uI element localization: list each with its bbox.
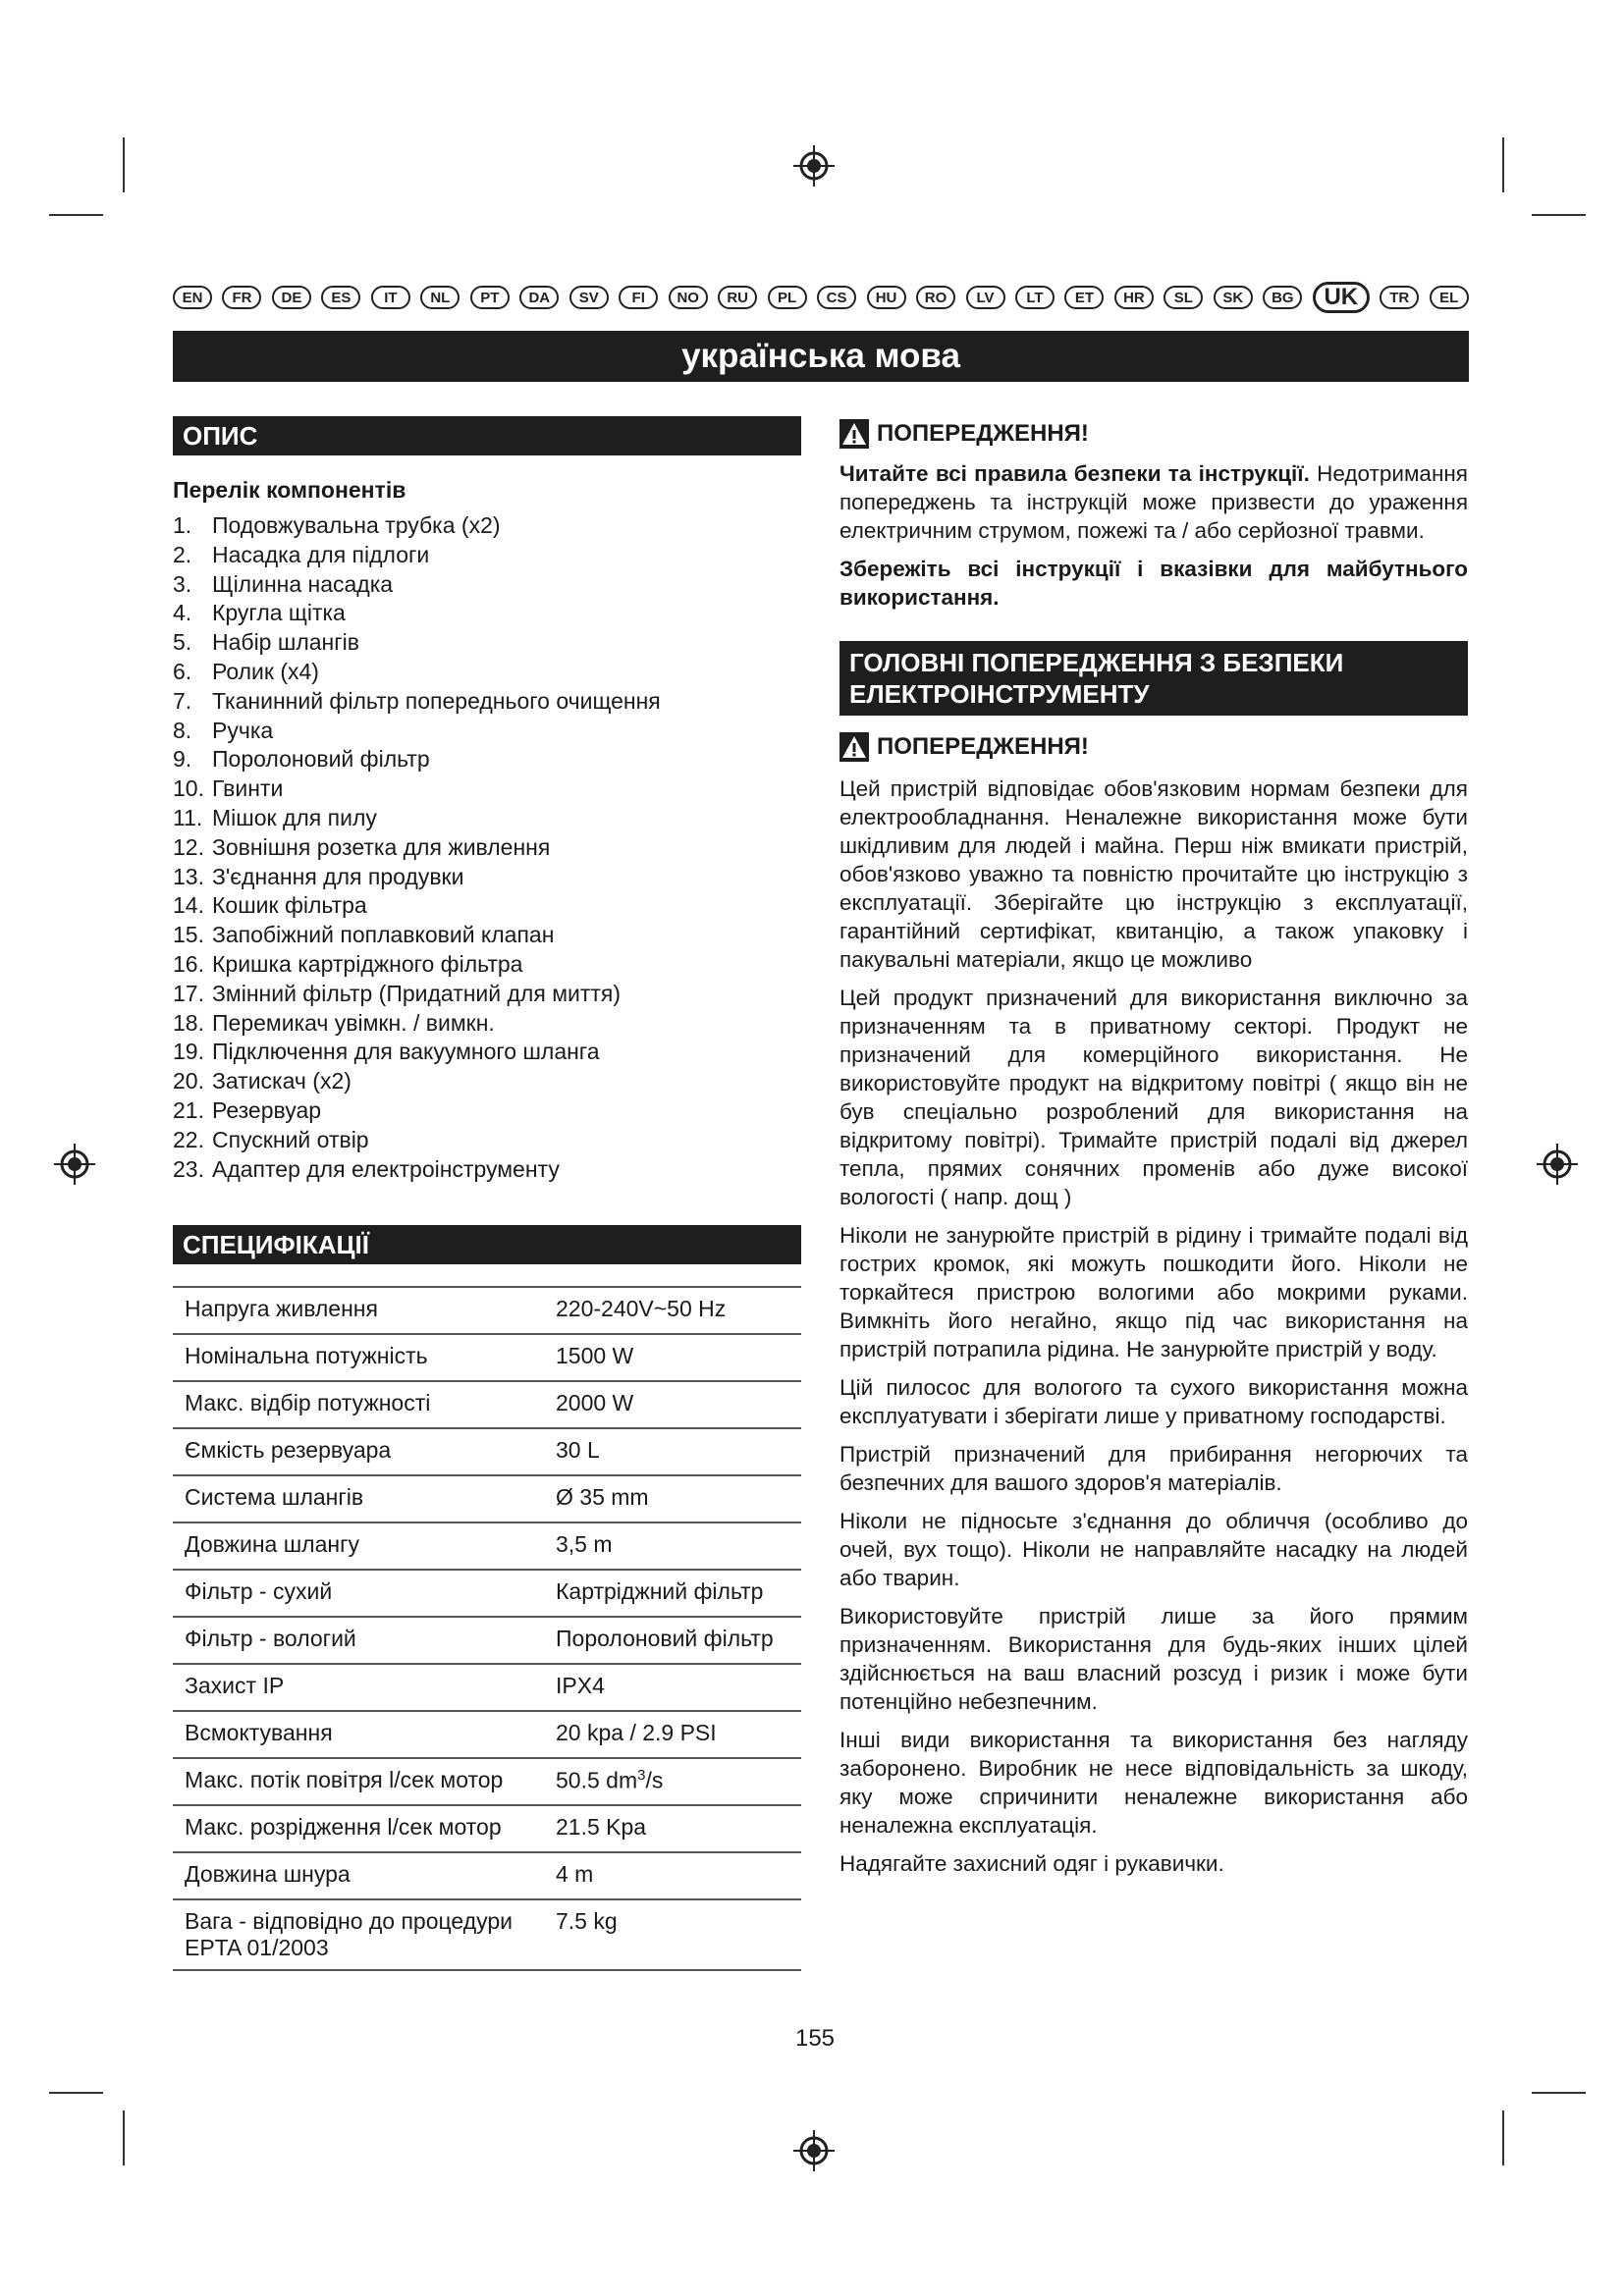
safety-paragraph: Надягайте захисний одяг і рукавички. <box>839 1851 1224 1876</box>
list-item-text: Гвинти <box>212 775 284 802</box>
spec-key: Фільтр - сухий <box>173 1570 544 1617</box>
table-row <box>173 1381 801 1428</box>
list-item-text: Ролик (x4) <box>212 658 319 684</box>
spec-value <box>544 1617 801 1664</box>
safety-paragraph: Цей пристрій відповідає обов'язковим нормам безпеки для електрообладнання. Неналежне використання може бути шкідливим для людей і майна. Перш ніж вмикати пристрій, обов'язково уважно та повністю прочитайте цю інструкцію з експлуатації. Зберігайте цю інструкцію з експлуатації, гарантійний сертифікат, квитанцію, а також упаковку і пакувальні матеріали, якщо це можливо <box>839 776 1468 972</box>
language-ro: RO <box>916 286 955 309</box>
list-item-text: Кругла щітка <box>212 600 346 626</box>
spec-value-text: 7.5 kg <box>556 1908 618 1935</box>
language-fr: FR <box>222 286 261 309</box>
language-et: ET <box>1064 286 1104 309</box>
spec-value <box>544 1287 801 1334</box>
list-item <box>173 628 801 658</box>
crop-mark <box>123 137 125 192</box>
list-item <box>173 541 801 570</box>
spec-value <box>544 1570 801 1617</box>
list-item-number: 20. <box>173 1068 204 1095</box>
spec-value <box>544 1664 801 1711</box>
list-item <box>173 774 801 804</box>
spec-key: Напруга живлення <box>173 1287 544 1334</box>
crop-mark <box>1502 137 1504 192</box>
list-item-number: 7. <box>173 687 192 714</box>
spec-value <box>544 1852 801 1899</box>
language-fi: FI <box>619 286 658 309</box>
list-item-text: Перемикач увімкн. / вимкн. <box>212 1009 495 1036</box>
language-hu: HU <box>867 286 906 309</box>
spec-value-text: IPX4 <box>556 1673 605 1699</box>
spec-key: Ємкість резервуара <box>173 1428 544 1475</box>
list-item-text: Спускний отвір <box>212 1126 369 1152</box>
list-item-text: Насадка для підлоги <box>212 541 430 567</box>
spec-value-text: Ø 35 mm <box>556 1484 649 1511</box>
spec-value-text: Поролоновий фільтр <box>556 1626 774 1652</box>
spec-value-suffix: /s <box>645 1767 664 1793</box>
language-da: DA <box>519 286 559 309</box>
spec-value <box>544 1475 801 1522</box>
list-item <box>173 950 801 980</box>
list-item <box>173 687 801 717</box>
registration-mark-icon <box>52 1142 97 1187</box>
list-item <box>173 1009 801 1039</box>
language-sv: SV <box>569 286 609 309</box>
list-item-text: Подовжувальна трубка (x2) <box>212 512 501 538</box>
list-item <box>173 570 801 600</box>
list-item-number: 3. <box>173 570 192 597</box>
table-row <box>173 1852 801 1899</box>
list-item-text: Змінний фільтр (Придатний для миття) <box>212 980 622 1006</box>
safety-paragraph: Цій пилосос для вологого та сухого використання можна експлуатувати і зберігати лише у приватному господарстві. <box>839 1375 1468 1428</box>
list-item-number: 19. <box>173 1039 204 1065</box>
safety-warning-label: ПОПЕРЕДЖЕННЯ! <box>877 733 1089 760</box>
spec-key: Довжина шлангу <box>173 1522 544 1570</box>
list-item <box>173 1038 801 1067</box>
page-number: 155 <box>794 2025 836 2052</box>
list-item <box>173 921 801 950</box>
table-row <box>173 1664 801 1711</box>
list-item-number: 13. <box>173 863 204 889</box>
spec-value-text: 3,5 m <box>556 1531 613 1558</box>
list-item-text: Мішок для пилу <box>212 804 377 830</box>
list-item-text: Поролоновий фільтр <box>212 746 430 773</box>
spec-value-text: 2000 W <box>556 1390 634 1416</box>
table-row <box>173 1899 801 1970</box>
safety-paragraph: Використовуйте пристрій лише за його прямим призначенням. Використання для будь-яких інших цілей здійснюється на ваш власний розсуд і ризик і може бути потенційно небезпечним. <box>839 1604 1468 1714</box>
safety-paragraph: Ніколи не занурюйте пристрій в рідину і тримайте подалі від гострих кромок, які можуть пошкодити його. Ніколи не торкайтеся пристрою вологими або мокрими руками. Вимкніть його негайно, якщо під час використання на пристрій потрапила рідина. Не занурюйте пристрій у воду. <box>839 1223 1468 1362</box>
language-de: DE <box>272 286 311 309</box>
spec-value-text: 1500 W <box>556 1343 634 1369</box>
right-column <box>839 416 1468 1878</box>
list-item-number: 9. <box>173 746 192 773</box>
list-item-text: Щілинна насадка <box>212 570 394 597</box>
language-pl: PL <box>768 286 807 309</box>
list-item-number: 15. <box>173 922 204 948</box>
table-row <box>173 1287 801 1334</box>
language-tr: TR <box>1380 286 1419 309</box>
spec-value <box>544 1758 801 1805</box>
spec-value <box>544 1805 801 1852</box>
language-es: ES <box>321 286 360 309</box>
table-row <box>173 1617 801 1664</box>
table-row <box>173 1758 801 1805</box>
spec-value-text: Картріджний фільтр <box>556 1578 764 1605</box>
list-item <box>173 804 801 833</box>
safety-heading <box>839 641 1468 716</box>
language-pt: PT <box>470 286 510 309</box>
language-no: NO <box>669 286 708 309</box>
list-item-number: 14. <box>173 892 204 919</box>
table-row <box>173 1475 801 1522</box>
list-item <box>173 599 801 628</box>
spec-value-text: 50.5 dm <box>556 1767 638 1793</box>
spec-value-superscript: 3 <box>637 1767 646 1785</box>
list-item-number: 6. <box>173 658 192 684</box>
language-sl: SL <box>1164 286 1203 309</box>
language-el: EL <box>1430 286 1469 309</box>
list-item-number: 5. <box>173 629 192 656</box>
language-bg: BG <box>1263 286 1302 309</box>
description-heading: ОПИС <box>173 416 801 455</box>
warning-line <box>839 416 1468 452</box>
spec-key: Захист IP <box>173 1664 544 1711</box>
language-lt: LT <box>1015 286 1055 309</box>
crop-mark <box>1502 2110 1504 2165</box>
registration-mark-icon <box>1535 1142 1580 1187</box>
spec-key: Довжина шнура <box>173 1852 544 1899</box>
spec-key: Фільтр - вологий <box>173 1617 544 1664</box>
spec-value <box>544 1381 801 1428</box>
safety-heading-line1: ГОЛОВНІ ПОПЕРЕДЖЕННЯ З БЕЗПЕКИ <box>849 648 1344 677</box>
list-item <box>173 863 801 892</box>
warning-triangle-icon <box>839 732 869 762</box>
left-column <box>173 416 801 1971</box>
list-item-number: 1. <box>173 512 192 538</box>
list-item-number: 21. <box>173 1096 204 1123</box>
specs-table <box>173 1286 801 1971</box>
spec-key: Макс. розрідження l/сек мотор <box>173 1805 544 1852</box>
list-item <box>173 717 801 746</box>
warning-text: Недотримання попереджень та інструкцій може призвести до ураження електричним струмом, пожежі та / або серйозної травми. <box>839 461 1468 543</box>
spec-key: Макс. потік повітря l/сек мотор <box>173 1758 544 1805</box>
language-hr: HR <box>1114 286 1154 309</box>
list-item-text: Кошик фільтра <box>212 892 367 919</box>
registration-mark-icon <box>791 2128 837 2173</box>
components-list <box>173 511 801 1184</box>
list-item-number: 12. <box>173 833 204 860</box>
list-item-number: 2. <box>173 541 192 567</box>
table-row <box>173 1428 801 1475</box>
language-selector <box>173 281 1469 314</box>
list-item-text: Тканинний фільтр попереднього очищення <box>212 687 661 714</box>
safety-paragraph: Інші види використання та використання без нагляду заборонено. Виробник не несе відповідальність за шкоду, яку може спричинити неналежне використання або неналежна експлуатація. <box>839 1728 1468 1838</box>
list-item <box>173 1155 801 1185</box>
specs-heading: СПЕЦИФІКАЦІЇ <box>173 1225 801 1264</box>
safety-warning-line <box>839 729 1468 765</box>
table-row <box>173 1334 801 1381</box>
crop-mark <box>123 2110 125 2165</box>
list-item-text: Ручка <box>212 717 274 743</box>
list-item-number: 11. <box>173 804 203 830</box>
list-item-text: Набір шлангів <box>212 629 359 656</box>
list-item <box>173 891 801 921</box>
spec-value-text: 220-240V~50 Hz <box>556 1296 727 1322</box>
registration-mark-icon <box>791 143 837 188</box>
list-item-text: Затискач (x2) <box>212 1068 352 1095</box>
list-item <box>173 1126 801 1155</box>
table-row <box>173 1570 801 1617</box>
list-item-text: Підключення для вакуумного шланга <box>212 1039 600 1065</box>
list-item-number: 8. <box>173 717 192 743</box>
spec-value <box>544 1711 801 1758</box>
language-it: IT <box>371 286 410 309</box>
list-item-text: Кришка картріджного фільтра <box>212 950 523 977</box>
crop-mark <box>49 214 103 216</box>
list-item-text: З'єднання для продувки <box>212 863 464 889</box>
table-row <box>173 1711 801 1758</box>
spec-value-text: 21.5 Kpa <box>556 1814 647 1841</box>
safety-heading-line2: ЕЛЕКТРОІНСТРУМЕНТУ <box>849 679 1150 709</box>
list-item <box>173 980 801 1009</box>
list-item-number: 16. <box>173 950 204 977</box>
list-item-number: 10. <box>173 775 204 802</box>
list-item-number: 17. <box>173 980 204 1006</box>
spec-value-text: 20 kpa / 2.9 PSI <box>556 1720 717 1746</box>
crop-mark <box>1532 2092 1586 2094</box>
crop-mark <box>49 2092 103 2094</box>
list-item <box>173 1096 801 1126</box>
safety-paragraphs <box>839 774 1468 1878</box>
spec-value-text: 4 m <box>556 1861 594 1888</box>
list-item <box>173 1067 801 1096</box>
list-item-text: Адаптер для електроінструменту <box>212 1155 560 1182</box>
spec-value <box>544 1899 801 1970</box>
language-cs: CS <box>817 286 856 309</box>
spec-key: Номінальна потужність <box>173 1334 544 1381</box>
safety-paragraph: Ніколи не підносьте з'єднання до обличчя (особливо до очей, вух тощо). Ніколи не направляйте насадку на людей або тварин. <box>839 1509 1468 1590</box>
warning-triangle-icon <box>839 419 869 449</box>
table-row <box>173 1805 801 1852</box>
list-item <box>173 833 801 863</box>
list-item <box>173 511 801 541</box>
safety-paragraph: Цей продукт призначений для використання виключно за призначенням та в приватному секторі. Продукт не призначений для комерційного використання. Не використовуйте продукт на відкритому повітрі ( якщо він не був спеціально розроблений для використання на відкритому повітрі). Тримайте пристрій подалі від джерел тепла, прямих сонячних променів або дуже високої вологості ( напр. дощ ) <box>839 986 1468 1209</box>
list-item-text: Зовнішня розетка для живлення <box>212 833 551 860</box>
list-item-number: 22. <box>173 1126 204 1152</box>
language-uk: UK <box>1313 282 1370 313</box>
components-title: Перелік компонентів <box>173 477 406 503</box>
crop-mark <box>1532 214 1586 216</box>
language-nl: NL <box>420 286 460 309</box>
spec-value <box>544 1428 801 1475</box>
warning-paragraph <box>839 459 1468 545</box>
spec-value-text: 30 L <box>556 1437 600 1464</box>
list-item-number: 18. <box>173 1009 204 1036</box>
keep-instructions: Збережіть всі інструкції і вказівки для майбутнього використання. <box>839 557 1468 610</box>
list-item-number: 23. <box>173 1155 204 1182</box>
spec-key: Вага - відповідно до процедури EPTA 01/2003 <box>173 1899 544 1970</box>
spec-key: Макс. відбір потужності <box>173 1381 544 1428</box>
list-item-text: Резервуар <box>212 1096 322 1123</box>
spec-value <box>544 1334 801 1381</box>
safety-paragraph: Пристрій призначений для прибирання негорючих та безпечних для вашого здоров'я матеріалів. <box>839 1442 1468 1495</box>
list-item <box>173 745 801 774</box>
list-item-text: Запобіжний поплавковий клапан <box>212 922 555 948</box>
language-ru: RU <box>718 286 757 309</box>
table-row <box>173 1522 801 1570</box>
spec-key: Система шлангів <box>173 1475 544 1522</box>
list-item-number: 4. <box>173 600 192 626</box>
warning-bold-lead: Читайте всі правила безпеки та інструкції. <box>839 461 1310 486</box>
warning-label: ПОПЕРЕДЖЕННЯ! <box>877 420 1089 447</box>
language-lv: LV <box>966 286 1005 309</box>
language-en: EN <box>173 286 212 309</box>
language-sk: SK <box>1214 286 1253 309</box>
page-title: українська мова <box>173 331 1469 382</box>
spec-key: Всмоктування <box>173 1711 544 1758</box>
spec-value <box>544 1522 801 1570</box>
list-item <box>173 658 801 687</box>
